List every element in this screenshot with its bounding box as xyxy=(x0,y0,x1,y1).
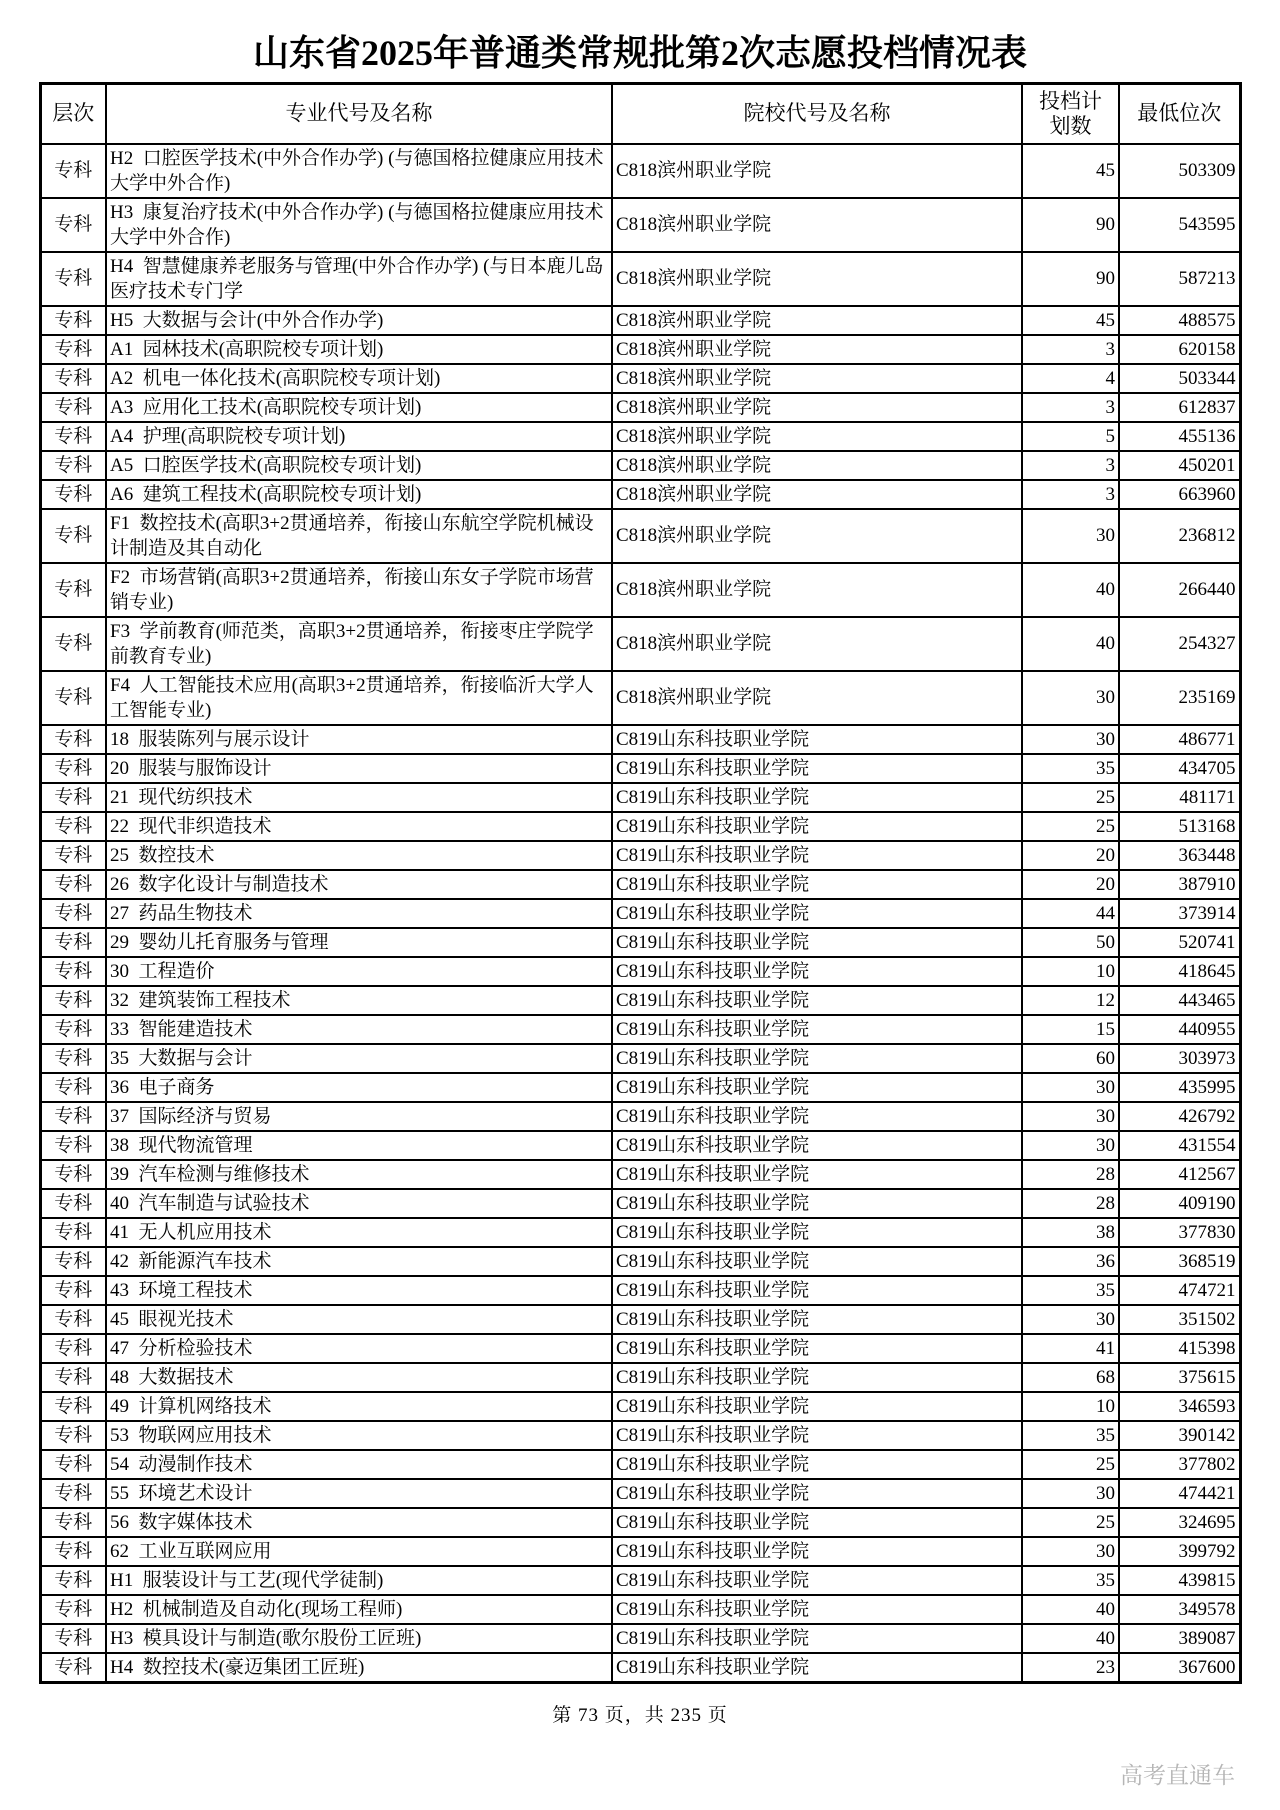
cell-college: C818滨州职业学院 xyxy=(612,480,1022,509)
table-row xyxy=(40,422,1240,451)
cell-level: 专科 xyxy=(40,1218,106,1247)
table-row xyxy=(40,1566,1240,1595)
cell-plan: 12 xyxy=(1022,986,1119,1015)
cell-plan: 40 xyxy=(1022,1624,1119,1653)
cell-major: 35 大数据与会计 xyxy=(106,1044,612,1073)
cell-level: 专科 xyxy=(40,754,106,783)
cell-level: 专科 xyxy=(40,1392,106,1421)
cell-major: 39 汽车检测与维修技术 xyxy=(106,1160,612,1189)
cell-plan: 30 xyxy=(1022,1479,1119,1508)
cell-plan: 35 xyxy=(1022,1421,1119,1450)
cell-level: 专科 xyxy=(40,1160,106,1189)
cell-major: 29 婴幼儿托育服务与管理 xyxy=(106,928,612,957)
cell-level: 专科 xyxy=(40,841,106,870)
cell-major: 42 新能源汽车技术 xyxy=(106,1247,612,1276)
table-row xyxy=(40,306,1240,335)
cell-plan: 35 xyxy=(1022,1276,1119,1305)
cell-level: 专科 xyxy=(40,1247,106,1276)
table-row xyxy=(40,335,1240,364)
cell-level: 专科 xyxy=(40,1421,106,1450)
table-row xyxy=(40,144,1240,198)
cell-rank: 520741 xyxy=(1119,928,1240,957)
cell-college: C819山东科技职业学院 xyxy=(612,1073,1022,1102)
cell-plan: 90 xyxy=(1022,252,1119,306)
cell-level: 专科 xyxy=(40,1566,106,1595)
table-row xyxy=(40,1102,1240,1131)
cell-college: C818滨州职业学院 xyxy=(612,563,1022,617)
table-row xyxy=(40,1479,1240,1508)
table-row xyxy=(40,1131,1240,1160)
cell-college: C819山东科技职业学院 xyxy=(612,1566,1022,1595)
cell-rank: 443465 xyxy=(1119,986,1240,1015)
cell-college: C819山东科技职业学院 xyxy=(612,957,1022,986)
cell-college: C818滨州职业学院 xyxy=(612,306,1022,335)
cell-rank: 474721 xyxy=(1119,1276,1240,1305)
cell-plan: 68 xyxy=(1022,1363,1119,1392)
cell-college: C819山东科技职业学院 xyxy=(612,812,1022,841)
cell-college: C819山东科技职业学院 xyxy=(612,1131,1022,1160)
cell-plan: 38 xyxy=(1022,1218,1119,1247)
cell-rank: 390142 xyxy=(1119,1421,1240,1450)
cell-level: 专科 xyxy=(40,1189,106,1218)
cell-college: C819山东科技职业学院 xyxy=(612,928,1022,957)
cell-college: C819山东科技职业学院 xyxy=(612,1479,1022,1508)
cell-college: C818滨州职业学院 xyxy=(612,198,1022,252)
cell-college: C818滨州职业学院 xyxy=(612,393,1022,422)
cell-major: 62 工业互联网应用 xyxy=(106,1537,612,1566)
cell-plan: 30 xyxy=(1022,1537,1119,1566)
cell-college: C818滨州职业学院 xyxy=(612,451,1022,480)
cell-rank: 412567 xyxy=(1119,1160,1240,1189)
table-row xyxy=(40,1595,1240,1624)
cell-plan: 30 xyxy=(1022,1073,1119,1102)
cell-college: C819山东科技职业学院 xyxy=(612,841,1022,870)
cell-major: F3 学前教育(师范类，高职3+2贯通培养，衔接枣庄学院学前教育专业) xyxy=(106,617,612,671)
cell-college: C819山东科技职业学院 xyxy=(612,1015,1022,1044)
cell-major: A4 护理(高职院校专项计划) xyxy=(106,422,612,451)
cell-major: 33 智能建造技术 xyxy=(106,1015,612,1044)
table-row xyxy=(40,1421,1240,1450)
cell-major: 25 数控技术 xyxy=(106,841,612,870)
cell-rank: 399792 xyxy=(1119,1537,1240,1566)
cell-major: F4 人工智能技术应用(高职3+2贯通培养，衔接临沂大学人工智能专业) xyxy=(106,671,612,725)
cell-college: C819山东科技职业学院 xyxy=(612,754,1022,783)
table-row xyxy=(40,1537,1240,1566)
cell-rank: 488575 xyxy=(1119,306,1240,335)
table-row xyxy=(40,1392,1240,1421)
cell-college: C819山东科技职业学院 xyxy=(612,1276,1022,1305)
cell-plan: 15 xyxy=(1022,1015,1119,1044)
cell-college: C819山东科技职业学院 xyxy=(612,1305,1022,1334)
cell-plan: 3 xyxy=(1022,451,1119,480)
table-row xyxy=(40,725,1240,754)
admission-table xyxy=(39,82,1242,1684)
cell-college: C819山东科技职业学院 xyxy=(612,1044,1022,1073)
cell-rank: 349578 xyxy=(1119,1595,1240,1624)
cell-plan: 25 xyxy=(1022,1508,1119,1537)
table-row xyxy=(40,1363,1240,1392)
cell-college: C818滨州职业学院 xyxy=(612,144,1022,198)
cell-plan: 25 xyxy=(1022,783,1119,812)
cell-level: 专科 xyxy=(40,1363,106,1392)
cell-level: 专科 xyxy=(40,870,106,899)
cell-level: 专科 xyxy=(40,957,106,986)
cell-level: 专科 xyxy=(40,986,106,1015)
cell-plan: 23 xyxy=(1022,1653,1119,1683)
cell-college: C819山东科技职业学院 xyxy=(612,1247,1022,1276)
cell-major: 53 物联网应用技术 xyxy=(106,1421,612,1450)
cell-plan: 4 xyxy=(1022,364,1119,393)
cell-major: H4 智慧健康养老服务与管理(中外合作办学) (与日本鹿儿岛医疗技术专门学 xyxy=(106,252,612,306)
cell-major: 32 建筑装饰工程技术 xyxy=(106,986,612,1015)
table-row xyxy=(40,841,1240,870)
cell-rank: 543595 xyxy=(1119,198,1240,252)
table-row xyxy=(40,1044,1240,1073)
cell-rank: 450201 xyxy=(1119,451,1240,480)
cell-rank: 503344 xyxy=(1119,364,1240,393)
table-row xyxy=(40,1160,1240,1189)
cell-level: 专科 xyxy=(40,1276,106,1305)
cell-level: 专科 xyxy=(40,1131,106,1160)
cell-college: C819山东科技职业学院 xyxy=(612,725,1022,754)
cell-rank: 351502 xyxy=(1119,1305,1240,1334)
cell-rank: 377802 xyxy=(1119,1450,1240,1479)
cell-major: H4 数控技术(豪迈集团工匠班) xyxy=(106,1653,612,1683)
cell-level: 专科 xyxy=(40,1508,106,1537)
cell-level: 专科 xyxy=(40,1653,106,1683)
cell-major: A2 机电一体化技术(高职院校专项计划) xyxy=(106,364,612,393)
cell-level: 专科 xyxy=(40,393,106,422)
table-row xyxy=(40,364,1240,393)
cell-college: C819山东科技职业学院 xyxy=(612,1189,1022,1218)
cell-level: 专科 xyxy=(40,1015,106,1044)
table-row xyxy=(40,1450,1240,1479)
cell-plan: 20 xyxy=(1022,870,1119,899)
column-header-level: 层次 xyxy=(40,83,106,144)
cell-major: F2 市场营销(高职3+2贯通培养，衔接山东女子学院市场营销专业) xyxy=(106,563,612,617)
cell-level: 专科 xyxy=(40,928,106,957)
cell-rank: 474421 xyxy=(1119,1479,1240,1508)
cell-major: F1 数控技术(高职3+2贯通培养，衔接山东航空学院机械设计制造及其自动化 xyxy=(106,509,612,563)
cell-rank: 587213 xyxy=(1119,252,1240,306)
cell-plan: 41 xyxy=(1022,1334,1119,1363)
cell-rank: 375615 xyxy=(1119,1363,1240,1392)
cell-college: C819山东科技职业学院 xyxy=(612,1392,1022,1421)
cell-college: C818滨州职业学院 xyxy=(612,364,1022,393)
cell-major: 20 服装与服饰设计 xyxy=(106,754,612,783)
cell-level: 专科 xyxy=(40,306,106,335)
cell-rank: 612837 xyxy=(1119,393,1240,422)
cell-rank: 373914 xyxy=(1119,899,1240,928)
cell-level: 专科 xyxy=(40,563,106,617)
table-row xyxy=(40,1305,1240,1334)
cell-college: C819山东科技职业学院 xyxy=(612,1450,1022,1479)
table-row xyxy=(40,870,1240,899)
cell-college: C818滨州职业学院 xyxy=(612,671,1022,725)
cell-plan: 5 xyxy=(1022,422,1119,451)
column-header-major: 专业代号及名称 xyxy=(106,83,612,144)
table-row xyxy=(40,393,1240,422)
cell-level: 专科 xyxy=(40,1595,106,1624)
cell-college: C819山东科技职业学院 xyxy=(612,1653,1022,1683)
cell-plan: 25 xyxy=(1022,1450,1119,1479)
cell-plan: 40 xyxy=(1022,617,1119,671)
table-row xyxy=(40,957,1240,986)
cell-major: 18 服装陈列与展示设计 xyxy=(106,725,612,754)
cell-level: 专科 xyxy=(40,335,106,364)
cell-rank: 266440 xyxy=(1119,563,1240,617)
cell-plan: 20 xyxy=(1022,841,1119,870)
cell-major: 54 动漫制作技术 xyxy=(106,1450,612,1479)
cell-major: A1 园林技术(高职院校专项计划) xyxy=(106,335,612,364)
cell-level: 专科 xyxy=(40,671,106,725)
cell-major: 26 数字化设计与制造技术 xyxy=(106,870,612,899)
cell-rank: 481171 xyxy=(1119,783,1240,812)
table-row xyxy=(40,198,1240,252)
table-row xyxy=(40,563,1240,617)
cell-level: 专科 xyxy=(40,451,106,480)
cell-level: 专科 xyxy=(40,422,106,451)
cell-rank: 440955 xyxy=(1119,1015,1240,1044)
table-header-row xyxy=(40,83,1240,144)
cell-college: C819山东科技职业学院 xyxy=(612,1363,1022,1392)
cell-major: H1 服装设计与工艺(现代学徒制) xyxy=(106,1566,612,1595)
watermark: 高考直通车 xyxy=(1120,1762,1235,1788)
cell-rank: 415398 xyxy=(1119,1334,1240,1363)
column-header-rank: 最低位次 xyxy=(1119,83,1240,144)
cell-level: 专科 xyxy=(40,480,106,509)
cell-level: 专科 xyxy=(40,899,106,928)
cell-level: 专科 xyxy=(40,144,106,198)
cell-rank: 235169 xyxy=(1119,671,1240,725)
cell-college: C819山东科技职业学院 xyxy=(612,1508,1022,1537)
cell-college: C818滨州职业学院 xyxy=(612,422,1022,451)
cell-college: C819山东科技职业学院 xyxy=(612,1537,1022,1566)
cell-college: C819山东科技职业学院 xyxy=(612,1624,1022,1653)
cell-plan: 10 xyxy=(1022,1392,1119,1421)
table-row xyxy=(40,1218,1240,1247)
page-title: 山东省2025年普通类常规批第2次志愿投档情况表 xyxy=(252,33,1027,73)
cell-major: 45 眼视光技术 xyxy=(106,1305,612,1334)
cell-major: A5 口腔医学技术(高职院校专项计划) xyxy=(106,451,612,480)
table-row xyxy=(40,1276,1240,1305)
cell-rank: 435995 xyxy=(1119,1073,1240,1102)
column-header-college: 院校代号及名称 xyxy=(612,83,1022,144)
cell-rank: 363448 xyxy=(1119,841,1240,870)
cell-plan: 30 xyxy=(1022,671,1119,725)
cell-rank: 434705 xyxy=(1119,754,1240,783)
cell-major: 30 工程造价 xyxy=(106,957,612,986)
table-row xyxy=(40,899,1240,928)
table-row xyxy=(40,617,1240,671)
cell-plan: 30 xyxy=(1022,1131,1119,1160)
cell-major: 36 电子商务 xyxy=(106,1073,612,1102)
cell-level: 专科 xyxy=(40,1044,106,1073)
cell-college: C818滨州职业学院 xyxy=(612,617,1022,671)
table-row xyxy=(40,783,1240,812)
cell-plan: 10 xyxy=(1022,957,1119,986)
cell-plan: 28 xyxy=(1022,1160,1119,1189)
cell-major: 21 现代纺织技术 xyxy=(106,783,612,812)
table-row xyxy=(40,1247,1240,1276)
cell-rank: 663960 xyxy=(1119,480,1240,509)
cell-major: 55 环境艺术设计 xyxy=(106,1479,612,1508)
cell-college: C819山东科技职业学院 xyxy=(612,1595,1022,1624)
cell-level: 专科 xyxy=(40,1624,106,1653)
cell-rank: 368519 xyxy=(1119,1247,1240,1276)
cell-rank: 620158 xyxy=(1119,335,1240,364)
table-row xyxy=(40,509,1240,563)
cell-rank: 377830 xyxy=(1119,1218,1240,1247)
cell-rank: 387910 xyxy=(1119,870,1240,899)
cell-major: 48 大数据技术 xyxy=(106,1363,612,1392)
cell-level: 专科 xyxy=(40,198,106,252)
cell-rank: 431554 xyxy=(1119,1131,1240,1160)
cell-level: 专科 xyxy=(40,1334,106,1363)
cell-plan: 25 xyxy=(1022,812,1119,841)
cell-major: 41 无人机应用技术 xyxy=(106,1218,612,1247)
cell-major: H3 模具设计与制造(歌尔股份工匠班) xyxy=(106,1624,612,1653)
cell-college: C819山东科技职业学院 xyxy=(612,1421,1022,1450)
cell-plan: 35 xyxy=(1022,754,1119,783)
cell-major: H3 康复治疗技术(中外合作办学) (与德国格拉健康应用技术大学中外合作) xyxy=(106,198,612,252)
cell-rank: 389087 xyxy=(1119,1624,1240,1653)
cell-plan: 90 xyxy=(1022,198,1119,252)
cell-level: 专科 xyxy=(40,1073,106,1102)
cell-college: C819山东科技职业学院 xyxy=(612,1160,1022,1189)
page-number: 第 73 页，共 235 页 xyxy=(552,1704,728,1726)
cell-rank: 503309 xyxy=(1119,144,1240,198)
cell-rank: 513168 xyxy=(1119,812,1240,841)
table-row xyxy=(40,1653,1240,1683)
cell-plan: 45 xyxy=(1022,144,1119,198)
cell-level: 专科 xyxy=(40,725,106,754)
cell-plan: 30 xyxy=(1022,725,1119,754)
cell-college: C819山东科技职业学院 xyxy=(612,783,1022,812)
cell-level: 专科 xyxy=(40,1537,106,1566)
table-row xyxy=(40,1508,1240,1537)
cell-college: C818滨州职业学院 xyxy=(612,252,1022,306)
cell-major: 37 国际经济与贸易 xyxy=(106,1102,612,1131)
cell-level: 专科 xyxy=(40,364,106,393)
cell-plan: 45 xyxy=(1022,306,1119,335)
cell-major: 27 药品生物技术 xyxy=(106,899,612,928)
cell-level: 专科 xyxy=(40,509,106,563)
table-row xyxy=(40,252,1240,306)
cell-level: 专科 xyxy=(40,1450,106,1479)
table-row xyxy=(40,812,1240,841)
cell-major: H5 大数据与会计(中外合作办学) xyxy=(106,306,612,335)
cell-level: 专科 xyxy=(40,1305,106,1334)
cell-plan: 30 xyxy=(1022,1305,1119,1334)
cell-rank: 486771 xyxy=(1119,725,1240,754)
cell-college: C818滨州职业学院 xyxy=(612,509,1022,563)
cell-major: H2 口腔医学技术(中外合作办学) (与德国格拉健康应用技术大学中外合作) xyxy=(106,144,612,198)
cell-plan: 28 xyxy=(1022,1189,1119,1218)
cell-level: 专科 xyxy=(40,1102,106,1131)
cell-rank: 439815 xyxy=(1119,1566,1240,1595)
cell-plan: 50 xyxy=(1022,928,1119,957)
cell-major: 22 现代非织造技术 xyxy=(106,812,612,841)
cell-rank: 346593 xyxy=(1119,1392,1240,1421)
cell-rank: 367600 xyxy=(1119,1653,1240,1683)
cell-college: C819山东科技职业学院 xyxy=(612,1334,1022,1363)
cell-plan: 30 xyxy=(1022,509,1119,563)
cell-level: 专科 xyxy=(40,252,106,306)
cell-rank: 254327 xyxy=(1119,617,1240,671)
table-row xyxy=(40,671,1240,725)
cell-major: 40 汽车制造与试验技术 xyxy=(106,1189,612,1218)
cell-rank: 324695 xyxy=(1119,1508,1240,1537)
table-row xyxy=(40,928,1240,957)
cell-major: 47 分析检验技术 xyxy=(106,1334,612,1363)
cell-college: C819山东科技职业学院 xyxy=(612,899,1022,928)
table-row xyxy=(40,480,1240,509)
cell-college: C819山东科技职业学院 xyxy=(612,1218,1022,1247)
table-row xyxy=(40,1334,1240,1363)
table-row xyxy=(40,754,1240,783)
cell-plan: 3 xyxy=(1022,393,1119,422)
cell-college: C819山东科技职业学院 xyxy=(612,870,1022,899)
table-row xyxy=(40,1189,1240,1218)
cell-plan: 40 xyxy=(1022,563,1119,617)
cell-level: 专科 xyxy=(40,617,106,671)
cell-rank: 409190 xyxy=(1119,1189,1240,1218)
cell-level: 专科 xyxy=(40,812,106,841)
cell-college: C819山东科技职业学院 xyxy=(612,1102,1022,1131)
cell-major: 49 计算机网络技术 xyxy=(106,1392,612,1421)
cell-rank: 418645 xyxy=(1119,957,1240,986)
cell-plan: 40 xyxy=(1022,1595,1119,1624)
cell-major: 38 现代物流管理 xyxy=(106,1131,612,1160)
cell-plan: 3 xyxy=(1022,335,1119,364)
cell-college: C818滨州职业学院 xyxy=(612,335,1022,364)
cell-major: H2 机械制造及自动化(现场工程师) xyxy=(106,1595,612,1624)
cell-college: C819山东科技职业学院 xyxy=(612,986,1022,1015)
cell-plan: 60 xyxy=(1022,1044,1119,1073)
table-row xyxy=(40,1015,1240,1044)
cell-major: A3 应用化工技术(高职院校专项计划) xyxy=(106,393,612,422)
cell-plan: 36 xyxy=(1022,1247,1119,1276)
cell-level: 专科 xyxy=(40,783,106,812)
cell-rank: 236812 xyxy=(1119,509,1240,563)
table-row xyxy=(40,1624,1240,1653)
cell-rank: 426792 xyxy=(1119,1102,1240,1131)
cell-major: 56 数字媒体技术 xyxy=(106,1508,612,1537)
cell-plan: 35 xyxy=(1022,1566,1119,1595)
column-header-plan: 投档计划数 xyxy=(1022,83,1119,144)
table-row xyxy=(40,451,1240,480)
cell-major: A6 建筑工程技术(高职院校专项计划) xyxy=(106,480,612,509)
cell-major: 43 环境工程技术 xyxy=(106,1276,612,1305)
cell-plan: 44 xyxy=(1022,899,1119,928)
cell-plan: 3 xyxy=(1022,480,1119,509)
table-row xyxy=(40,1073,1240,1102)
table-row xyxy=(40,986,1240,1015)
cell-rank: 303973 xyxy=(1119,1044,1240,1073)
cell-rank: 455136 xyxy=(1119,422,1240,451)
cell-level: 专科 xyxy=(40,1479,106,1508)
cell-plan: 30 xyxy=(1022,1102,1119,1131)
